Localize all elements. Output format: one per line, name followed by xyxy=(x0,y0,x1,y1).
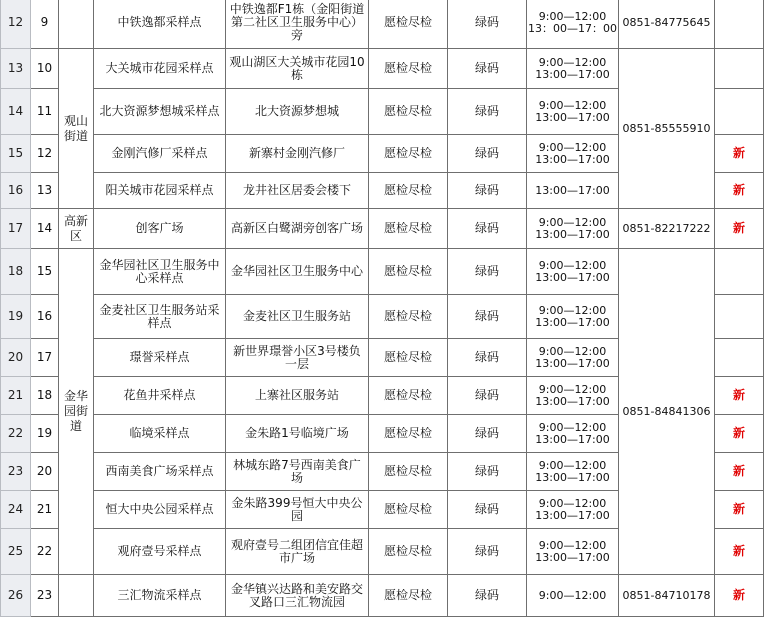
site-address: 上寨社区服务站 xyxy=(226,377,369,415)
contact-phone: 0851-84710178 xyxy=(619,575,715,617)
service-hours: 9:00—12:00 13:00—17:00 xyxy=(527,415,619,453)
health-code: 绿码 xyxy=(448,0,527,49)
site-address: 金华园社区卫生服务中心 xyxy=(226,249,369,295)
test-type: 愿检尽检 xyxy=(369,89,448,135)
row-header[interactable]: 19 xyxy=(1,295,31,339)
new-flag: 新 xyxy=(715,491,764,529)
site-address: 新寨村金刚汽修厂 xyxy=(226,135,369,173)
test-type: 愿检尽检 xyxy=(369,415,448,453)
table-row[interactable] xyxy=(1,0,764,49)
site-name: 观府壹号采样点 xyxy=(94,529,226,575)
health-code: 绿码 xyxy=(448,491,527,529)
health-code: 绿码 xyxy=(448,173,527,209)
site-name: 西南美食广场采样点 xyxy=(94,453,226,491)
site-name: 璟誉采样点 xyxy=(94,339,226,377)
site-address: 金麦社区卫生服务站 xyxy=(226,295,369,339)
health-code: 绿码 xyxy=(448,135,527,173)
service-hours: 9:00—12:00 13:00—17:00 xyxy=(527,135,619,173)
service-hours: 9:00—12:00 13：00—17：00 xyxy=(527,0,619,49)
site-address: 林城东路7号西南美食广场 xyxy=(226,453,369,491)
health-code: 绿码 xyxy=(448,529,527,575)
new-flag: 新 xyxy=(715,453,764,491)
test-type: 愿检尽检 xyxy=(369,49,448,89)
site-name: 阳关城市花园采样点 xyxy=(94,173,226,209)
test-type: 愿检尽检 xyxy=(369,377,448,415)
row-header[interactable]: 22 xyxy=(1,415,31,453)
health-code: 绿码 xyxy=(448,295,527,339)
serial-number: 11 xyxy=(31,89,59,135)
site-name: 临境采样点 xyxy=(94,415,226,453)
serial-number: 17 xyxy=(31,339,59,377)
serial-number: 14 xyxy=(31,209,59,249)
serial-number: 10 xyxy=(31,49,59,89)
contact-phone: 0851-82217222 xyxy=(619,209,715,249)
site-address: 龙井社区居委会楼下 xyxy=(226,173,369,209)
health-code: 绿码 xyxy=(448,339,527,377)
row-header[interactable]: 24 xyxy=(1,491,31,529)
row-header[interactable]: 12 xyxy=(1,0,31,49)
site-address: 金华镇兴达路和美安路交叉路口三汇物流园 xyxy=(226,575,369,617)
row-header[interactable]: 17 xyxy=(1,209,31,249)
row-header[interactable]: 15 xyxy=(1,135,31,173)
table-row[interactable] xyxy=(1,209,764,249)
new-flag xyxy=(715,49,764,89)
new-flag: 新 xyxy=(715,415,764,453)
new-flag xyxy=(715,295,764,339)
site-address: 观府壹号二组团信宜佳超市广场 xyxy=(226,529,369,575)
site-name: 金刚汽修厂采样点 xyxy=(94,135,226,173)
service-hours: 9:00—12:00 13:00—17:00 xyxy=(527,377,619,415)
serial-number: 18 xyxy=(31,377,59,415)
new-flag: 新 xyxy=(715,377,764,415)
site-address: 观山湖区大关城市花园10栋 xyxy=(226,49,369,89)
contact-phone-guanshan: 0851-85555910 xyxy=(619,49,715,209)
health-code: 绿码 xyxy=(448,89,527,135)
test-type: 愿检尽检 xyxy=(369,249,448,295)
health-code: 绿码 xyxy=(448,453,527,491)
serial-number: 22 xyxy=(31,529,59,575)
site-name: 恒大中央公园采样点 xyxy=(94,491,226,529)
health-code: 绿码 xyxy=(448,49,527,89)
row-header[interactable]: 13 xyxy=(1,49,31,89)
service-hours: 9:00—12:00 13:00—17:00 xyxy=(527,249,619,295)
test-type: 愿检尽检 xyxy=(369,173,448,209)
test-type: 愿检尽检 xyxy=(369,529,448,575)
row-header[interactable]: 23 xyxy=(1,453,31,491)
street-cell-jinhuayuan: 金华园街道 xyxy=(59,249,94,575)
health-code: 绿码 xyxy=(448,377,527,415)
row-header[interactable]: 18 xyxy=(1,249,31,295)
street-cell-gaoxin: 高新区 xyxy=(59,209,94,249)
table-row[interactable] xyxy=(1,249,764,295)
serial-number: 19 xyxy=(31,415,59,453)
street-cell-guanshan: 观山街道 xyxy=(59,49,94,209)
test-type: 愿检尽检 xyxy=(369,295,448,339)
serial-number: 15 xyxy=(31,249,59,295)
row-header[interactable]: 26 xyxy=(1,575,31,617)
row-header[interactable]: 21 xyxy=(1,377,31,415)
serial-number: 20 xyxy=(31,453,59,491)
service-hours: 9:00—12:00 13:00—17:00 xyxy=(527,339,619,377)
site-name: 大关城市花园采样点 xyxy=(94,49,226,89)
service-hours: 9:00—12:00 13:00—17:00 xyxy=(527,89,619,135)
test-type: 愿检尽检 xyxy=(369,0,448,49)
row-header[interactable]: 20 xyxy=(1,339,31,377)
new-flag xyxy=(715,339,764,377)
site-address: 金朱路1号临境广场 xyxy=(226,415,369,453)
test-type: 愿检尽检 xyxy=(369,491,448,529)
service-hours: 9:00—12:00 13:00—17:00 xyxy=(527,209,619,249)
test-type: 愿检尽检 xyxy=(369,135,448,173)
new-flag xyxy=(715,89,764,135)
new-flag xyxy=(715,249,764,295)
new-flag: 新 xyxy=(715,209,764,249)
site-address: 金朱路399号恒大中央公园 xyxy=(226,491,369,529)
service-hours: 9:00—12:00 13:00—17:00 xyxy=(527,49,619,89)
serial-number: 23 xyxy=(31,575,59,617)
site-address: 北大资源梦想城 xyxy=(226,89,369,135)
contact-phone-jinhuayuan: 0851-84841306 xyxy=(619,249,715,575)
new-flag: 新 xyxy=(715,529,764,575)
health-code: 绿码 xyxy=(448,575,527,617)
service-hours: 9:00—12:00 xyxy=(527,575,619,617)
new-flag xyxy=(715,0,764,49)
service-hours: 9:00—12:00 13:00—17:00 xyxy=(527,295,619,339)
service-hours: 9:00—12:00 13:00—17:00 xyxy=(527,491,619,529)
serial-number: 12 xyxy=(31,135,59,173)
new-flag: 新 xyxy=(715,575,764,617)
table-row[interactable] xyxy=(1,49,764,89)
serial-number: 13 xyxy=(31,173,59,209)
row-header[interactable]: 14 xyxy=(1,89,31,135)
site-address: 新世界璟誉小区3号楼负一层 xyxy=(226,339,369,377)
serial-number: 16 xyxy=(31,295,59,339)
health-code: 绿码 xyxy=(448,249,527,295)
test-type: 愿检尽检 xyxy=(369,339,448,377)
serial-number: 21 xyxy=(31,491,59,529)
service-hours: 13:00—17:00 xyxy=(527,173,619,209)
new-flag: 新 xyxy=(715,135,764,173)
test-type: 愿检尽检 xyxy=(369,453,448,491)
site-name: 中铁逸都采样点 xyxy=(94,0,226,49)
test-type: 愿检尽检 xyxy=(369,575,448,617)
site-name: 三汇物流采样点 xyxy=(94,575,226,617)
serial-number: 9 xyxy=(31,0,59,49)
contact-phone: 0851-84775645 xyxy=(619,0,715,49)
service-hours: 9:00—12:00 13:00—17:00 xyxy=(527,453,619,491)
street-cell xyxy=(59,575,94,617)
site-name: 创客广场 xyxy=(94,209,226,249)
health-code: 绿码 xyxy=(448,209,527,249)
site-name: 花鱼井采样点 xyxy=(94,377,226,415)
row-header[interactable]: 25 xyxy=(1,529,31,575)
site-name: 北大资源梦想城采样点 xyxy=(94,89,226,135)
site-address: 高新区白鹭湖旁创客广场 xyxy=(226,209,369,249)
test-type: 愿检尽检 xyxy=(369,209,448,249)
row-header[interactable]: 16 xyxy=(1,173,31,209)
site-address: 中铁逸都F1栋（金阳街道第二社区卫生服务中心）旁 xyxy=(226,0,369,49)
street-cell xyxy=(59,0,94,49)
new-flag: 新 xyxy=(715,173,764,209)
site-name: 金麦社区卫生服务站采样点 xyxy=(94,295,226,339)
site-name: 金华园社区卫生服务中心采样点 xyxy=(94,249,226,295)
health-code: 绿码 xyxy=(448,415,527,453)
table-row[interactable] xyxy=(1,575,764,617)
service-hours: 9:00—12:00 13:00—17:00 xyxy=(527,529,619,575)
